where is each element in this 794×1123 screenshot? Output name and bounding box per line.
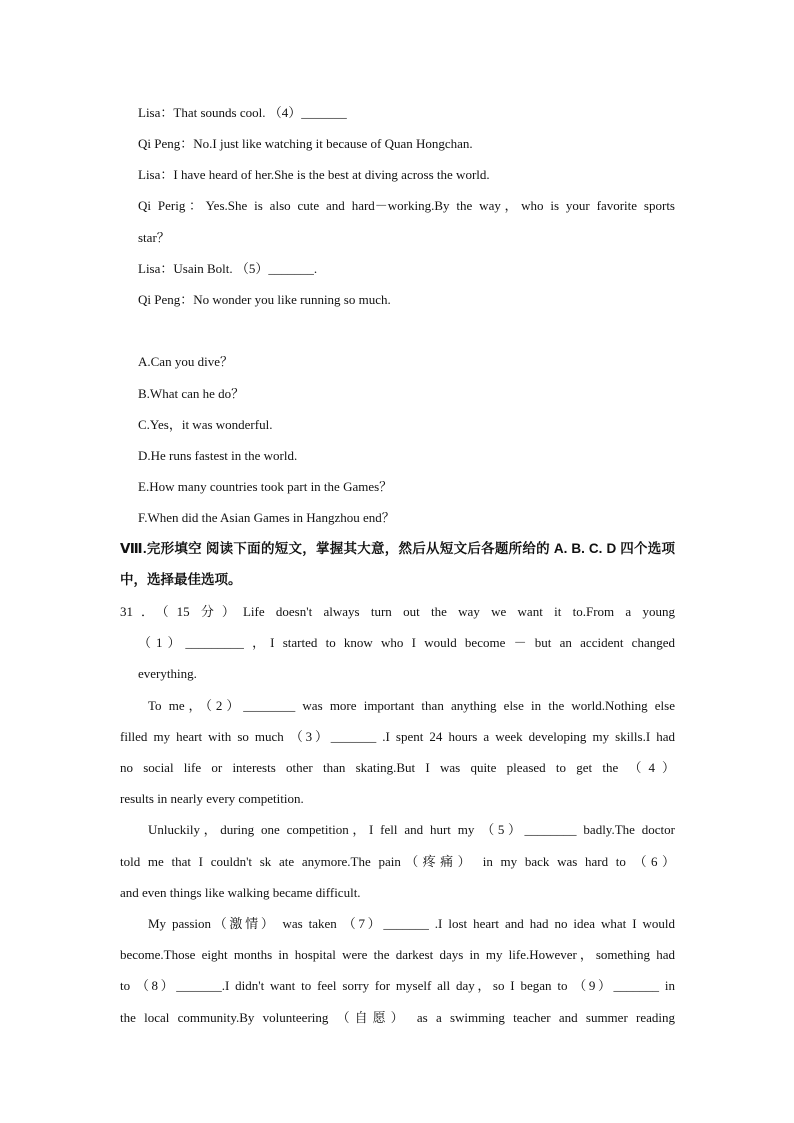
section-heading: Ⅷ.完形填空 阅读下面的短文，掌握其大意，然后从短文后各题所给的 A. B. C. D 四个选项 <box>120 541 675 556</box>
passage-line: to （8）_______.I didn't want to feel sorry for myself all day，so I began to （9）_______ in <box>120 978 675 993</box>
dialogue-line: Qi Peng：No.I just like watching it because of Quan Hongchan. <box>138 136 473 151</box>
option-a: A.Can you dive？ <box>138 354 233 369</box>
dialogue-line: star？ <box>138 230 170 245</box>
option-c: C.Yes，it was wonderful. <box>138 417 273 432</box>
dialogue-line: Qi Peng：No wonder you like running so much. <box>138 292 391 307</box>
passage-line: Unluckily，during one competition，I fell and hurt my （5）________ badly.The doctor <box>148 822 675 837</box>
section-heading: 中，选择最佳选项。 <box>120 572 242 587</box>
dialogue-line: Qi Perig：Yes.She is also cute and hard－working.By the way，who is your favorite sports <box>138 198 675 213</box>
passage-line: and even things like walking became difficult. <box>120 885 361 900</box>
option-e: E.How many countries took part in the Games？ <box>138 479 393 494</box>
passage-line: results in nearly every competition. <box>120 791 304 806</box>
dialogue-line: Lisa：That sounds cool. （4）_______ <box>138 105 347 120</box>
dialogue-line: Lisa：Usain Bolt. （5）_______. <box>138 261 318 276</box>
passage-line: everything. <box>138 666 197 681</box>
passage-line: 31．（15 分）Life doesn't always turn out the way we want it to.From a young <box>120 604 675 619</box>
option-d: D.He runs fastest in the world. <box>138 448 298 463</box>
passage-line: （1）_________ ，I started to know who I would become － but an accident changed <box>138 635 675 650</box>
passage-line: become.Those eight months in hospital were the darkest days in my life.However，something had <box>120 947 675 962</box>
passage-line: told me that I couldn't sk ate anymore.The pain（疼痛） in my back was hard to （6） <box>120 854 675 869</box>
passage-line: the local community.By volunteering （自愿） as a swimming teacher and summer reading <box>120 1010 675 1025</box>
option-b: B.What can he do？ <box>138 386 245 401</box>
passage-line: My passion（激情） was taken （7）_______ .I lost heart and had no idea what I would <box>148 916 675 931</box>
dialogue-line: Lisa：I have heard of her.She is the best at diving across the world. <box>138 167 490 182</box>
option-f: F.When did the Asian Games in Hangzhou end？ <box>138 510 395 525</box>
passage-line: To me，（2）________ was more important than anything else in the world.Nothing else <box>148 698 675 713</box>
passage-line: filled my heart with so much （3）_______ .I spent 24 hours a week developing my skills.I had <box>120 729 675 744</box>
passage-line: no social life or interests other than skating.But I was quite pleased to get the （4） <box>120 760 675 775</box>
